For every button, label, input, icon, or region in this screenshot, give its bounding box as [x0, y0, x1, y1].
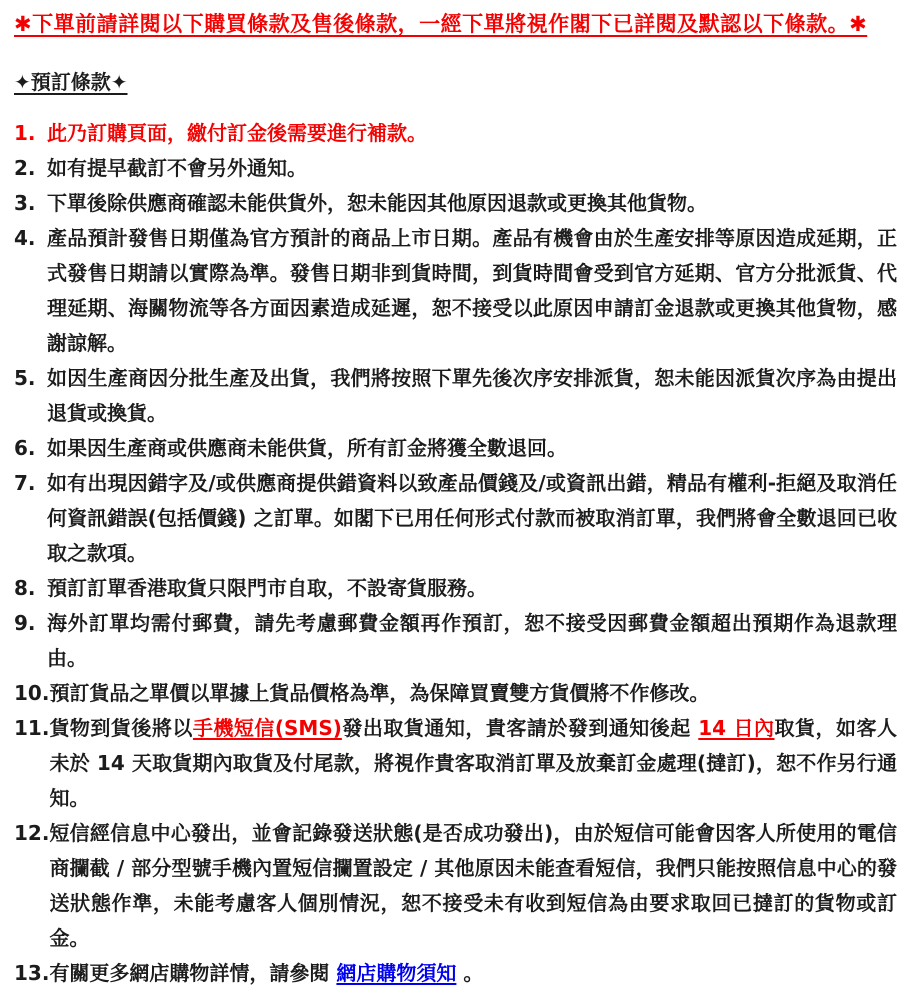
term-number: 4. — [14, 226, 36, 250]
term-number: 3. — [14, 191, 36, 215]
term-number: 10. — [14, 681, 50, 705]
term-segment: 產品預計發售日期僅為官方預計的商品上市日期。產品有機會由於生產安排等原因造成延期，正式發售日期請以實際為準。發售日期非到貨時間，到貨時間會受到官方延期、官方分批派貨、代理延期、海關物流等各方面因素造成延遲，恕不接受以此原因申請訂金退款或更換其他貨物，感謝諒解。 — [47, 226, 897, 355]
term-number: 1. — [14, 121, 36, 145]
term-item — [14, 711, 897, 816]
term-segment: 如因生產商因分批生產及出貨，我們將按照下單先後次序安排派貨，恕未能因派貨次序為由提出退貨或換貨。 — [47, 366, 897, 425]
term-segment: 海外訂單均需付郵費，請先考慮郵費金額再作預訂，恕不接受因郵費金額超出預期作為退款理由。 — [47, 611, 897, 670]
term-item — [14, 466, 897, 571]
term-item — [14, 431, 897, 466]
pickup-deadline-emphasis: 14 日內 — [698, 716, 775, 740]
term-segment: 有關更多網店購物詳情，請參閱 — [49, 961, 337, 985]
term-segment: 。 — [456, 961, 484, 985]
term-item — [14, 151, 897, 186]
term-number: 9. — [14, 611, 36, 635]
term-segment: 貨物到貨後將以 — [49, 716, 193, 740]
sms-notice-emphasis: 手機短信(SMS) — [192, 716, 342, 740]
term-segment: 取貨，如客人未於 14 天取貨期內取貨及付尾款，將視作貴客取消訂單及放棄訂金處理(撻訂)，恕不作另行通知。 — [49, 716, 898, 810]
term-text — [47, 606, 897, 676]
term-item — [14, 361, 897, 431]
term-number: 11. — [14, 716, 50, 740]
term-text — [47, 466, 897, 571]
term-item — [14, 571, 897, 606]
term-segment: 下單後除供應商確認未能供貨外，恕未能因其他原因退款或更換其他貨物。 — [47, 191, 707, 215]
term-number: 6. — [14, 436, 36, 460]
terms-list — [14, 116, 897, 991]
term-segment: 此乃訂購頁面，繳付訂金後需要進行補款。 — [47, 121, 427, 145]
term-item — [14, 956, 897, 991]
term-item — [14, 606, 897, 676]
purchase-notice-banner: ✱下單前請詳閱以下購買條款及售後條款，一經下單將視作閣下已詳閱及默認以下條款。✱ — [14, 12, 868, 36]
term-segment: 預訂貨品之單價以單據上貨品價格為準，為保障買賣雙方貨價將不作修改。 — [49, 681, 710, 705]
term-item — [14, 676, 897, 711]
term-item — [14, 116, 897, 151]
term-segment: 預訂訂單香港取貨只限門市自取，不設寄貨服務。 — [47, 576, 487, 600]
term-text — [47, 116, 897, 151]
term-text — [47, 186, 897, 221]
term-segment: 發出取貨通知，貴客請於發到通知後起 — [341, 716, 699, 740]
term-number: 8. — [14, 576, 36, 600]
term-number: 7. — [14, 471, 36, 495]
term-item — [14, 186, 897, 221]
term-text — [47, 151, 897, 186]
term-item — [14, 816, 897, 956]
term-text — [47, 361, 897, 431]
term-number: 13. — [14, 961, 50, 985]
term-segment: 如有提早截訂不會另外通知。 — [47, 156, 307, 180]
term-segment: 如有出現因錯字及/或供應商提供錯資料以致產品價錢及/或資訊出錯，精品有權利-拒絕及取消任何資訊錯誤(包括價錢) 之訂單。如閣下已用任何形式付款而被取消訂單，我們將會全數退回已收取之款項。 — [47, 471, 897, 565]
term-number: 12. — [14, 821, 50, 845]
term-text — [49, 676, 897, 711]
term-text — [47, 431, 897, 466]
term-text — [47, 571, 897, 606]
term-number: 5. — [14, 366, 36, 390]
term-text — [49, 816, 897, 956]
shop-notice-link[interactable]: 網店購物須知 — [336, 961, 457, 985]
term-text — [47, 221, 897, 361]
term-text — [49, 956, 897, 991]
term-item — [14, 221, 897, 361]
term-segment: 如果因生產商或供應商未能供貨，所有訂金將獲全數退回。 — [47, 436, 567, 460]
section-title-preorder-terms: ✦預訂條款✦ — [14, 70, 128, 94]
term-number: 2. — [14, 156, 36, 180]
term-segment: 短信經信息中心發出，並會記錄發送狀態(是否成功發出)，由於短信可能會因客人所使用的電信商攔截 / 部分型號手機內置短信攔置設定 / 其他原因未能查看短信，我們只能按照信息中心的發送狀態作準，未能考慮客人個別情況，恕不接受未有收到短信為由要求取回已撻訂的貨物或訂金。 — [49, 821, 897, 950]
term-text — [49, 711, 897, 816]
